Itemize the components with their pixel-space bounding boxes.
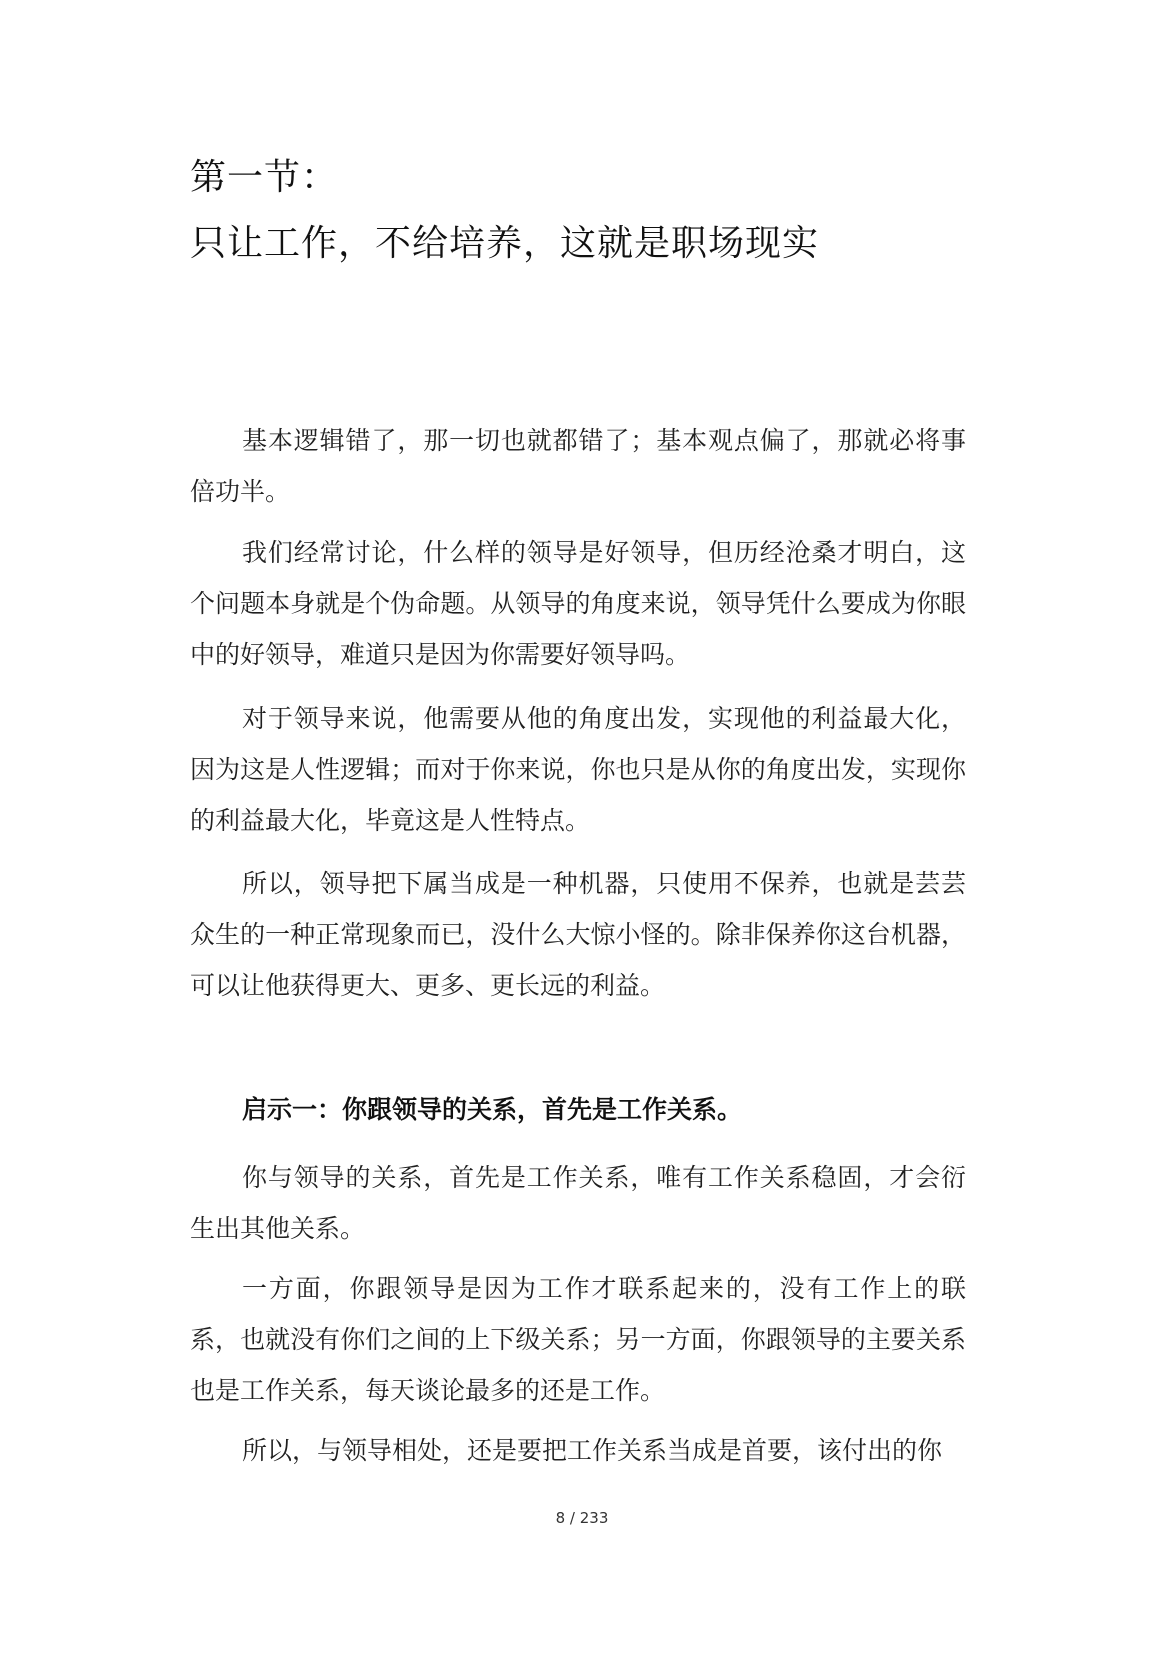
page-number: 8 / 233 bbox=[555, 1509, 609, 1527]
section-title: 只让工作，不给培养，这就是职场现实 bbox=[190, 223, 820, 264]
body-paragraph: 基本逻辑错了，那一切也就都错了；基本观点偏了，那就必将事倍功半。 bbox=[190, 426, 966, 506]
insight-paragraph: 一方面，你跟领导是因为工作才联系起来的，没有工作上的联系，也就没有你们之间的上下级关系；另一方面，你跟领导的主要关系也是工作关系，每天谈论最多的还是工作。 bbox=[190, 1274, 966, 1405]
body-paragraph: 对于领导来说，他需要从他的角度出发，实现他的利益最大化，因为这是人性逻辑；而对于你来说，你也只是从你的角度出发，实现你的利益最大化，毕竟这是人性特点。 bbox=[190, 704, 966, 835]
section-label: 第一节： bbox=[190, 157, 339, 198]
insight-paragraph: 你与领导的关系，首先是工作关系，唯有工作关系稳固，才会衍生出其他关系。 bbox=[190, 1163, 966, 1243]
insight-heading: 启示一：你跟领导的关系，首先是工作关系。 bbox=[242, 1095, 743, 1124]
body-paragraph: 所以，领导把下属当成是一种机器，只使用不保养，也就是芸芸众生的一种正常现象而已，没什么大惊小怪的。除非保养你这台机器，可以让他获得更大、更多、更长远的利益。 bbox=[190, 869, 966, 1000]
body-paragraph: 我们经常讨论，什么样的领导是好领导，但历经沧桑才明白，这个问题本身就是个伪命题。从领导的角度来说，领导凭什么要成为你眼中的好领导，难道只是因为你需要好领导吗。 bbox=[190, 538, 966, 669]
insight-paragraph: 所以，与领导相处，还是要把工作关系当成是首要，该付出的你 bbox=[242, 1436, 943, 1465]
